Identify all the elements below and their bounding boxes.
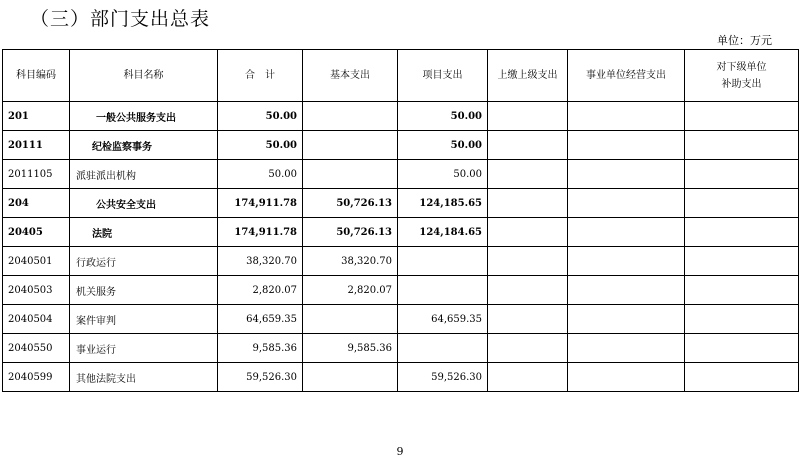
cell-upper xyxy=(488,218,568,247)
table-header-row xyxy=(3,50,799,102)
cell-business xyxy=(568,131,685,160)
cell-project: 124,184.65 xyxy=(398,218,488,247)
cell-total: 50.00 xyxy=(218,131,303,160)
cell-name: 案件审判 xyxy=(70,305,218,334)
cell-subsidy xyxy=(685,305,799,334)
header-project-expenditure: 项目支出 xyxy=(398,50,488,102)
cell-code: 2011105 xyxy=(3,160,70,189)
cell-total: 174,911.78 xyxy=(218,218,303,247)
page-title: （三）部门支出总表 xyxy=(30,8,211,30)
cell-total: 50.00 xyxy=(218,102,303,131)
cell-name: 公共安全支出 xyxy=(70,189,218,218)
cell-business xyxy=(568,363,685,392)
cell-upper xyxy=(488,131,568,160)
cell-subsidy xyxy=(685,247,799,276)
cell-upper xyxy=(488,276,568,305)
cell-code: 2040550 xyxy=(3,334,70,363)
cell-basic: 50,726.13 xyxy=(303,218,398,247)
cell-subsidy xyxy=(685,160,799,189)
cell-name: 派驻派出机构 xyxy=(70,160,218,189)
cell-project xyxy=(398,276,488,305)
cell-business xyxy=(568,218,685,247)
header-subsidy-lower xyxy=(685,50,799,102)
cell-subsidy xyxy=(685,189,799,218)
cell-code: 20111 xyxy=(3,131,70,160)
cell-code: 2040501 xyxy=(3,247,70,276)
table-row xyxy=(3,276,799,305)
cell-business xyxy=(568,102,685,131)
cell-basic xyxy=(303,160,398,189)
cell-upper xyxy=(488,160,568,189)
table-row xyxy=(3,218,799,247)
cell-code: 201 xyxy=(3,102,70,131)
header-business-operation: 事业单位经营支出 xyxy=(568,50,685,102)
cell-basic xyxy=(303,363,398,392)
cell-project: 50.00 xyxy=(398,102,488,131)
cell-name: 事业运行 xyxy=(70,334,218,363)
table-row xyxy=(3,363,799,392)
cell-name: 纪检监察事务 xyxy=(70,131,218,160)
cell-name: 一般公共服务支出 xyxy=(70,102,218,131)
cell-business xyxy=(568,247,685,276)
unit-label: 单位：万元 xyxy=(717,34,772,47)
cell-name: 行政运行 xyxy=(70,247,218,276)
cell-business xyxy=(568,276,685,305)
header-total: 合 计 xyxy=(218,50,303,102)
cell-subsidy xyxy=(685,334,799,363)
cell-upper xyxy=(488,363,568,392)
table-row xyxy=(3,305,799,334)
header-subsidy-line2: 补助支出 xyxy=(721,78,762,90)
cell-basic xyxy=(303,131,398,160)
cell-total: 59,526.30 xyxy=(218,363,303,392)
cell-name: 法院 xyxy=(70,218,218,247)
header-subsidy-line1: 对下级单位 xyxy=(716,61,767,73)
cell-code: 2040599 xyxy=(3,363,70,392)
cell-basic: 38,320.70 xyxy=(303,247,398,276)
cell-total: 64,659.35 xyxy=(218,305,303,334)
cell-basic: 2,820.07 xyxy=(303,276,398,305)
header-basic-expenditure: 基本支出 xyxy=(303,50,398,102)
table-row xyxy=(3,131,799,160)
cell-upper xyxy=(488,102,568,131)
expenditure-table xyxy=(2,49,799,392)
cell-upper xyxy=(488,189,568,218)
cell-code: 2040503 xyxy=(3,276,70,305)
cell-total: 2,820.07 xyxy=(218,276,303,305)
cell-total: 50.00 xyxy=(218,160,303,189)
cell-total: 9,585.36 xyxy=(218,334,303,363)
cell-total: 38,320.70 xyxy=(218,247,303,276)
cell-business xyxy=(568,160,685,189)
cell-subsidy xyxy=(685,218,799,247)
cell-business xyxy=(568,305,685,334)
cell-subsidy xyxy=(685,363,799,392)
cell-name: 机关服务 xyxy=(70,276,218,305)
cell-basic: 50,726.13 xyxy=(303,189,398,218)
cell-upper xyxy=(488,305,568,334)
table-row xyxy=(3,247,799,276)
cell-upper xyxy=(488,247,568,276)
cell-basic xyxy=(303,305,398,334)
cell-project: 50.00 xyxy=(398,131,488,160)
cell-project: 59,526.30 xyxy=(398,363,488,392)
cell-business xyxy=(568,189,685,218)
table-row xyxy=(3,102,799,131)
cell-upper xyxy=(488,334,568,363)
cell-subsidy xyxy=(685,131,799,160)
header-upper-remittance: 上缴上级支出 xyxy=(488,50,568,102)
cell-code: 204 xyxy=(3,189,70,218)
cell-basic: 9,585.36 xyxy=(303,334,398,363)
cell-project xyxy=(398,334,488,363)
cell-project: 124,185.65 xyxy=(398,189,488,218)
table-row xyxy=(3,189,799,218)
cell-total: 174,911.78 xyxy=(218,189,303,218)
cell-subsidy xyxy=(685,276,799,305)
cell-project: 64,659.35 xyxy=(398,305,488,334)
table-row xyxy=(3,160,799,189)
cell-project: 50.00 xyxy=(398,160,488,189)
cell-project xyxy=(398,247,488,276)
cell-business xyxy=(568,334,685,363)
cell-code: 20405 xyxy=(3,218,70,247)
cell-basic xyxy=(303,102,398,131)
cell-code: 2040504 xyxy=(3,305,70,334)
header-subject-code: 科目编码 xyxy=(3,50,70,102)
cell-name: 其他法院支出 xyxy=(70,363,218,392)
page-number: 9 xyxy=(396,445,404,458)
header-subject-name: 科目名称 xyxy=(70,50,218,102)
table-row xyxy=(3,334,799,363)
cell-subsidy xyxy=(685,102,799,131)
